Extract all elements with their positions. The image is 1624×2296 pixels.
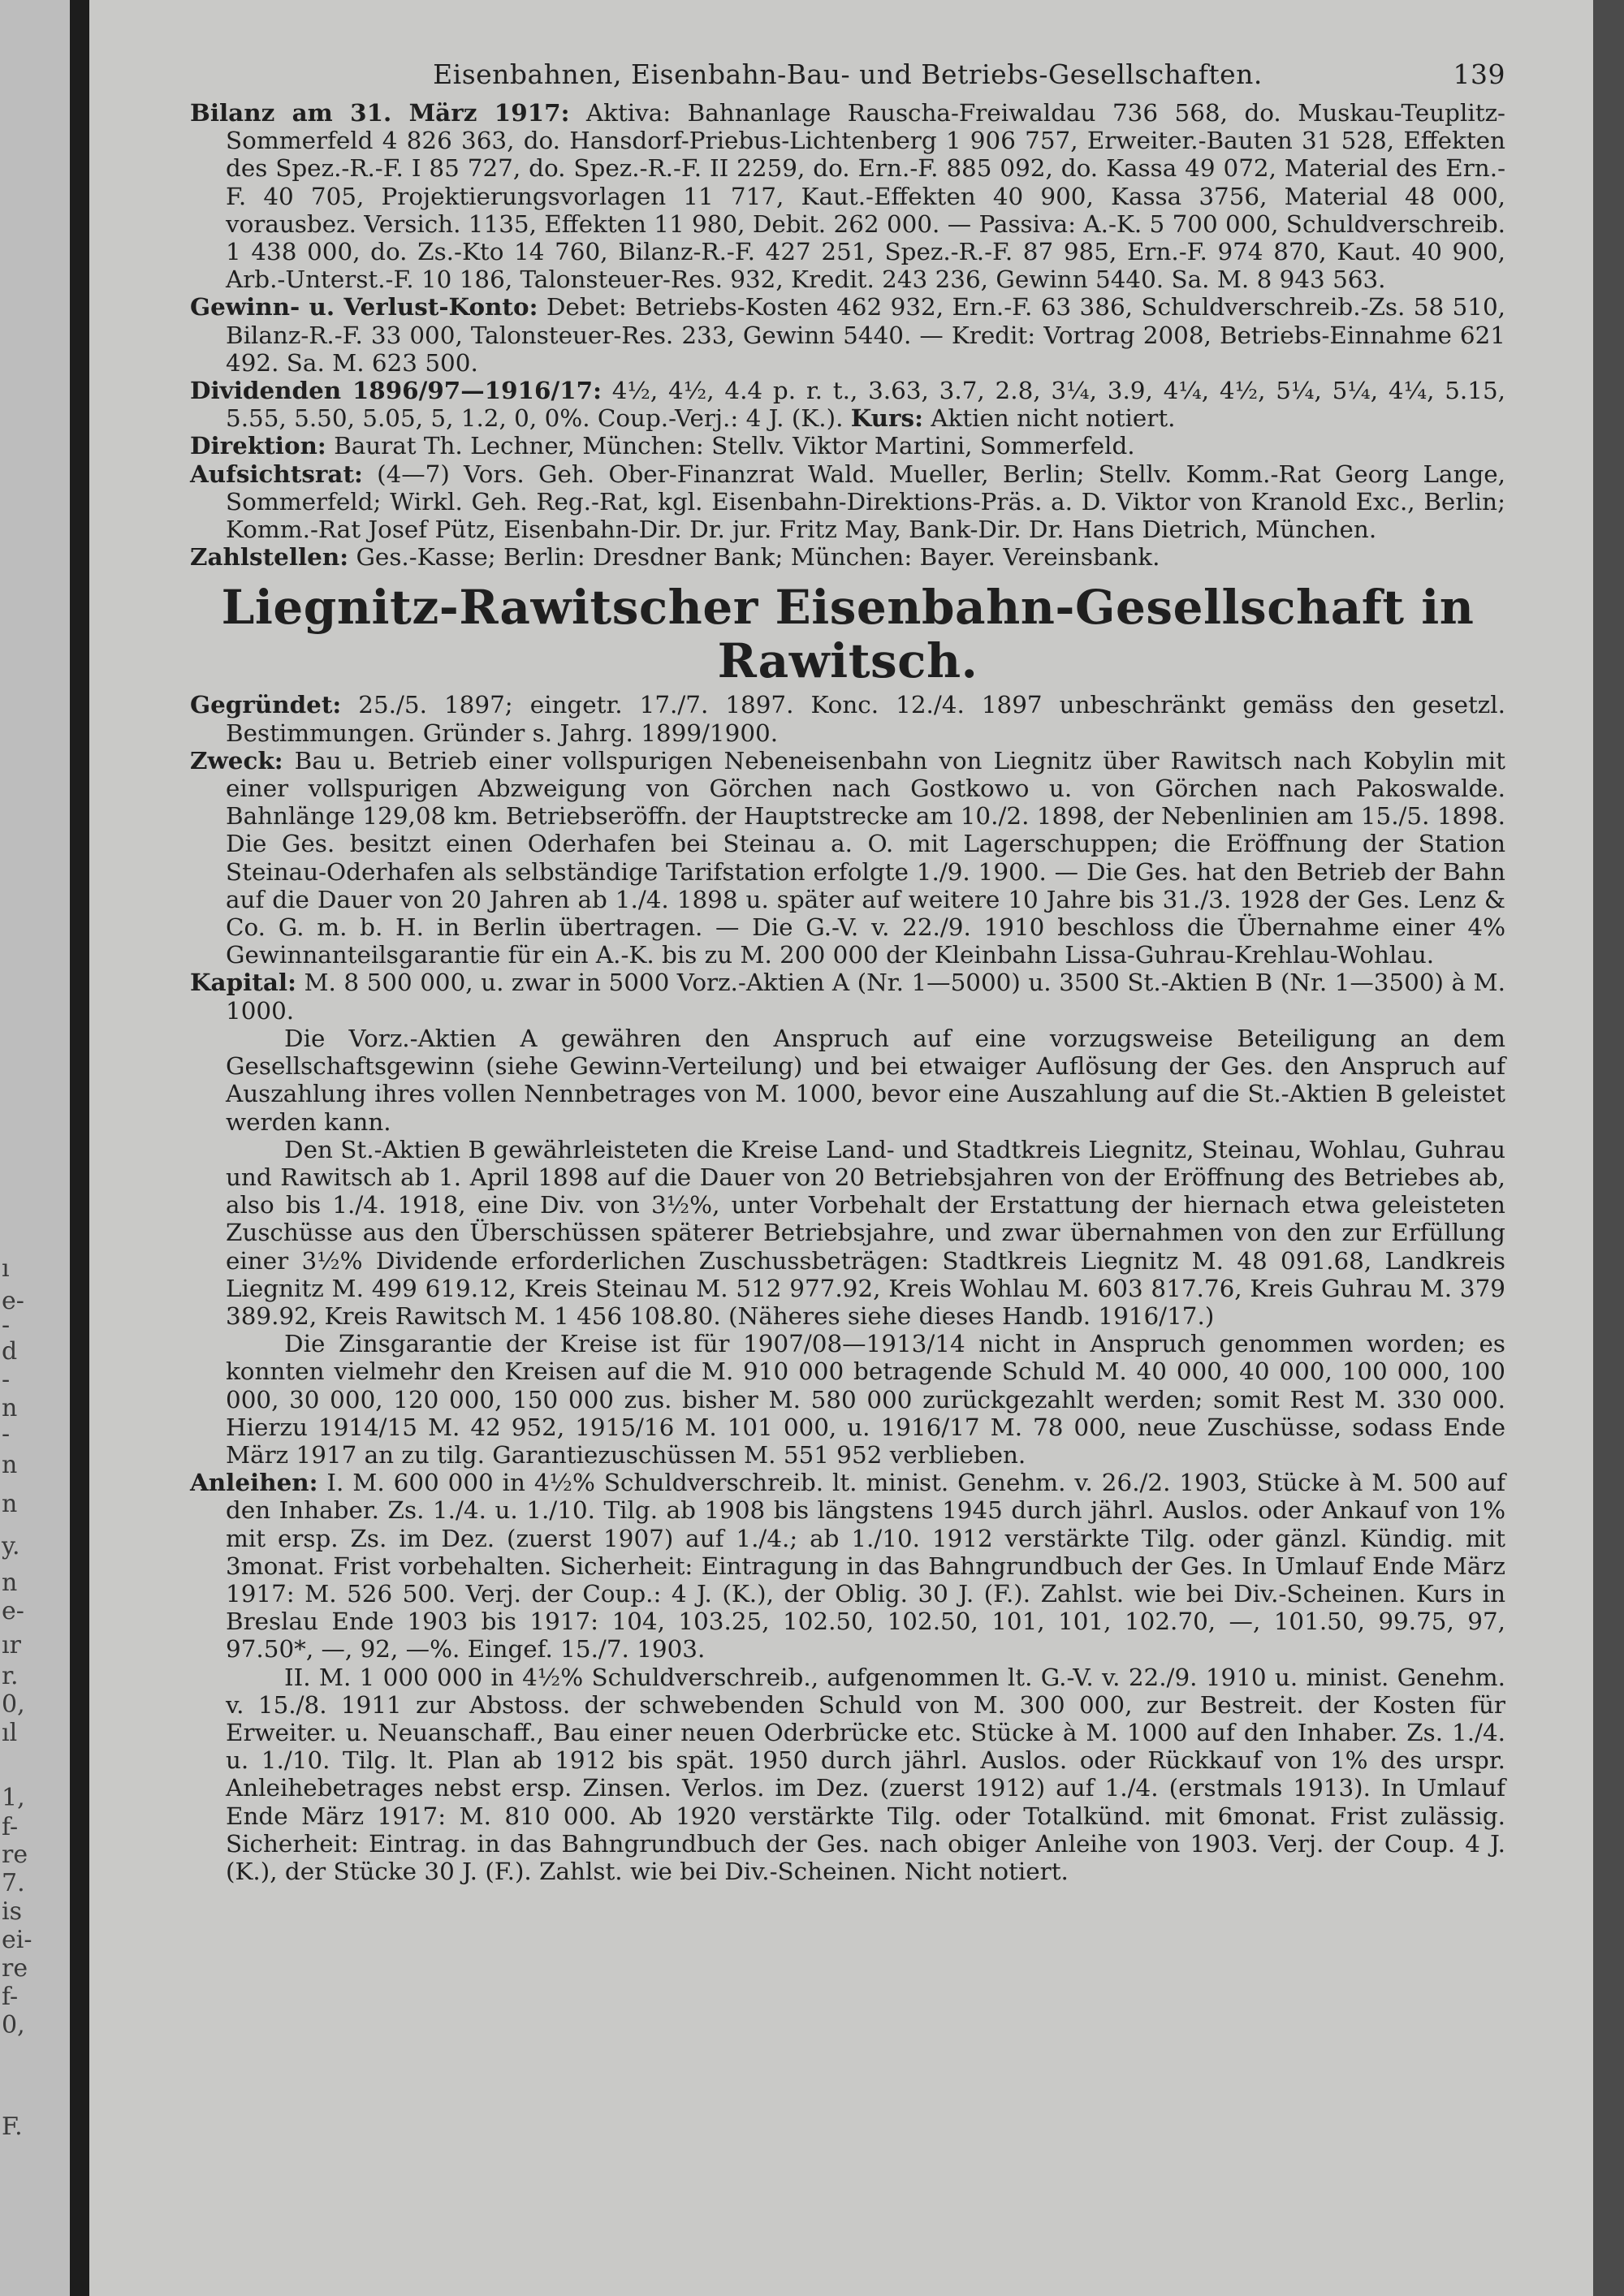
book-page <box>89 0 1593 2296</box>
margin-fragment: n <box>2 1569 18 1597</box>
direktion-paragraph <box>190 432 1505 460</box>
gewinn-text: Debet: Betriebs-Kosten 462 932, Ern.-F. 63 386, Schuldverschreib.-Zs. 58 510, Bilanz-R.-F. 33 000, Talonsteuer-Res. 233, Gewinn 5440. — Kredit: Vortrag 2008, Betriebs-Einnahme 621 492. Sa. M. 623 500. <box>226 293 1506 377</box>
margin-fragment: - <box>2 1311 11 1340</box>
margin-fragment: r. <box>2 1662 19 1690</box>
kapital-stamm-paragraph: Den St.-Aktien B gewährleisteten die Kreise Land- und Stadtkreis Liegnitz, Steinau, Wohlau, Guhrau und Rawitsch ab 1. April 1898 auf die Dauer von 20 Betriebsjahren von der Eröffnung des Betriebes ab, also bis 1./4. 1918, eine Div. von 3½%, unter Vorbehalt der Erstattung der hiernach etwa geleisteten Zuschüsse aus den Überschüssen späterer Betriebsjahre, und zwar übernahmen von den zur Erfüllung einer 3½% Dividende erforderlichen Zuschussbeträgen: Stadtkreis Liegnitz M. 48 091.68, Landkreis Liegnitz M. 499 619.12, Kreis Steinau M. 512 977.92, Kreis Wohlau M. 603 817.76, Kreis Guhrau M. 379 389.92, Kreis Rawitsch M. 1 456 108.80. (Näheres siehe dieses Handb. 1916/17.) <box>226 1135 1505 1330</box>
margin-fragment: re <box>2 1954 28 1983</box>
margin-fragment: ır <box>2 1631 21 1659</box>
kapital-vorz-paragraph: Die Vorz.-Aktien A gewähren den Anspruch auf eine vorzugsweise Beteiligung an dem Gesellschaftsgewinn (siehe Gewinn-Verteilung) und bei etwaiger Auflösung der Ges. den Anspruch auf Auszahlung ihres vollen Nennbetrages von M. 1000, bevor eine Auszahlung auf die St.-Aktien B geleistet werden kann. <box>226 1024 1505 1136</box>
kapital-label: Kapital: <box>190 968 296 997</box>
anleihen-ii-paragraph: II. M. 1 000 000 in 4½% Schuldverschreib., aufgenommen lt. G.-V. v. 22./9. 1910 u. minist. Genehm. v. 15./8. 1911 zur Abstoss. der schwebenden Schuld von M. 300 000, zur Bestreit. der Kosten für Erweiter. u. Neuanschaff., Bau einer neuen Oderbrücke etc. Stücke à M. 1000 auf den Inhaber. Zs. 1./4. u. 1./10. Tilg. lt. Plan ab 1912 bis spät. 1950 durch jährl. Auslos. oder Rückkauf von 1% des urspr. Anleihebetrages nebst ersp. Zinsen. Verlos. im Dez. (zuerst 1912) auf 1./4. (erstmals 1913). In Umlauf Ende März 1917: M. 810 000. Ab 1920 verstärkte Tilg. oder Totalkünd. mit 6monat. Frist zulässig. Sicherheit: Eintrag. in das Bahngrundbuch der Ges. nach obiger Anleihe von 1903. Verj. der Coup. 4 J. (K.), der Stücke 30 J. (F.). Zahlst. wie bei Div.-Scheinen. Nicht notiert. <box>226 1663 1505 1885</box>
gegruendet-paragraph <box>190 691 1505 746</box>
margin-fragment: 0, <box>2 1690 25 1719</box>
margin-fragment: - <box>2 1420 11 1448</box>
kurs-label: Kurs: <box>850 404 923 433</box>
anleihen-label: Anleihen: <box>190 1468 318 1497</box>
aufsichtsrat-paragraph <box>190 460 1505 544</box>
direktion-text: Baurat Th. Lechner, München: Stellv. Viktor Martini, Sommerfeld. <box>326 432 1135 460</box>
kurs-text: Aktien nicht notiert. <box>922 404 1176 433</box>
kapital-text: M. 8 500 000, u. zwar in 5000 Vorz.-Aktien A (Nr. 1—5000) u. 3500 St.-Aktien B (Nr. 1—3500) à M. 1000. <box>226 969 1505 1025</box>
aufsichtsrat-label: Aufsichtsrat: <box>190 459 363 488</box>
margin-fragment: n <box>2 1394 18 1422</box>
margin-fragment: e- <box>2 1597 24 1625</box>
page-edge-shadow <box>1593 0 1624 2296</box>
dividenden-paragraph <box>190 377 1505 432</box>
anleihen-text: I. M. 600 000 in 4½% Schuldverschreib. lt. minist. Genehm. v. 26./2. 1903, Stücke à M. 500 auf den Inhaber. Zs. 1./4. u. 1./10. Tilg. ab 1908 bis längstens 1945 durch jährl. Auslos. oder Ankauf von 1% mit ersp. Zs. im Dez. (zuerst 1907) auf 1./4.; ab 1./10. 1912 verstärkte Tilg. oder gänzl. Kündig. mit 3monat. Frist vorbehalten. Sicherheit: Eintragung in das Bahngrundbuch der Ges. In Umlauf Ende März 1917: M. 526 500. Verj. der Coup.: 4 J. (K.), der Oblig. 30 J. (F.). Zahlst. wie bei Div.-Scheinen. Kurs in Breslau Ende 1903 bis 1917: 104, 103.25, 102.50, 102.50, 101, 101, 102.70, —, 101.50, 99.75, 97, 97.50*, —, 92, —%. Eingef. 15./7. 1903. <box>226 1469 1505 1664</box>
adjacent-page-strip <box>0 0 70 2296</box>
running-head <box>190 58 1505 99</box>
book-gutter <box>70 0 89 2296</box>
zweck-paragraph <box>190 747 1505 969</box>
margin-fragment: e- <box>2 1287 24 1315</box>
anleihen-paragraph <box>190 1469 1505 1663</box>
margin-fragment: ei- <box>2 1926 32 1954</box>
margin-fragment: f- <box>2 1813 19 1841</box>
margin-fragment: 1, <box>2 1784 25 1812</box>
margin-fragment: 7. <box>2 1869 25 1897</box>
margin-fragment: re <box>2 1841 28 1869</box>
aufsichtsrat-text: (4—7) Vors. Geh. Ober-Finanzrat Wald. Mueller, Berlin; Stellv. Komm.-Rat Georg Lange, Sommerfeld; Wirkl. Geh. Reg.-Rat, kgl. Eisenbahn-Direktions-Präs. a. D. Viktor von Kranold Exc., Berlin; Komm.-Rat Josef Pütz, Eisenbahn-Dir. Dr. jur. Fritz May, Bank-Dir. Dr. Hans Dietrich, München. <box>226 460 1505 544</box>
margin-fragment: n <box>2 1490 18 1518</box>
previous-company-entry <box>190 99 1505 571</box>
kapital-paragraph <box>190 969 1505 1024</box>
direktion-label: Direktion: <box>190 431 326 460</box>
gewinn-paragraph <box>190 293 1505 377</box>
zweck-label: Zweck: <box>190 745 283 775</box>
page-number: 139 <box>1453 58 1505 90</box>
margin-fragment: - <box>2 1366 11 1394</box>
bilanz-label: Bilanz am 31. März 1917: <box>190 98 570 127</box>
company-entry <box>190 691 1505 1885</box>
margin-fragment: ı <box>2 1254 10 1283</box>
margin-fragment: F. <box>2 2113 23 2141</box>
zahlstellen-paragraph <box>190 543 1505 571</box>
margin-fragment: n <box>2 1451 18 1479</box>
bilanz-text: Aktiva: Bahnanlage Rauscha-Freiwaldau 736 568, do. Muskau-Teuplitz-Sommerfeld 4 826 363, do. Hansdorf-Priebus-Lichtenberg 1 906 757, Erweiter.-Bauten 31 528, Effekten des Spez.-R.-F. I 85 727, do. Spez.-R.-F. II 2259, do. Ern.-F. 885 092, do. Kassa 49 072, Material des Ern.-F. 40 705, Projektierungsvorlagen 11 717, Kaut.-Effekten 40 900, Kassa 3756, Material 48 000, vorausbez. Versich. 1135, Effekten 11 980, Debit. 262 000. — Passiva: A.-K. 5 700 000, Schuldverschreib. 1 438 000, do. Zs.-Kto 14 760, Bilanz-R.-F. 427 251, Spez.-R.-F. 87 985, Ern.-F. 974 870, Kaut. 40 900, Arb.-Unterst.-F. 10 186, Talonsteuer-Res. 932, Kredit. 243 236, Gewinn 5440. Sa. M. 8 943 563. <box>226 99 1505 294</box>
zahlstellen-label: Zahlstellen: <box>190 542 349 572</box>
margin-fragment: d <box>2 1337 18 1366</box>
dividenden-label: Dividenden 1896/97—1916/17: <box>190 376 602 405</box>
bilanz-paragraph <box>190 99 1505 293</box>
margin-fragment: y. <box>2 1532 20 1560</box>
margin-fragment: ıl <box>2 1719 18 1747</box>
zweck-text: Bau u. Betrieb einer vollspurigen Nebeneisenbahn von Liegnitz über Rawitsch nach Kobylin mit einer vollspurigen Abzweigung von Görchen nach Gostkowo u. von Görchen nach Pakoswalde. Bahnlänge 129,08 km. Betriebseröffn. der Hauptstrecke am 10./2. 1898, der Nebenlinien am 15./5. 1898. Die Ges. besitzt einen Oderhafen bei Steinau a. O. mit Lagerschuppen; die Eröffnung der Station Steinau-Oderhafen als selbständige Tarifstation erfolgte 1./9. 1900. — Die Ges. hat den Betrieb der Bahn auf die Dauer von 20 Jahren ab 1./4. 1898 u. später auf weitere 10 Jahre bis 31./3. 1928 der Ges. Lenz & Co. G. m. b. H. in Berlin übertragen. — Die G.-V. v. 22./9. 1910 beschloss die Übernahme einer 4% Gewinnanteilsgarantie für ein A.-K. bis zu M. 200 000 der Kleinbahn Lissa-Guhrau-Krehlau-Wohlau. <box>226 746 1505 969</box>
dividenden-text: 4½, 4½, 4.4 p. r. t., 3.63, 3.7, 2.8, 3¼, 3.9, 4¼, 4½, 5¼, 5¼, 4¼, 5.15, 5.55, 5.50, 5.05, 5, 1.2, 0, 0%. Coup.-Verj.: 4 J. (K.). <box>226 377 1505 433</box>
page-content <box>190 58 1505 1885</box>
gegruendet-label: Gegründet: <box>190 690 342 719</box>
company-title: Liegnitz-Rawitscher Eisenbahn-Gesellschaft in Rawitsch. <box>221 580 1475 689</box>
margin-fragment: f- <box>2 1983 19 2011</box>
margin-fragment: 0, <box>2 2011 25 2039</box>
margin-fragment: is <box>2 1897 22 1926</box>
gegruendet-text: 25./5. 1897; eingetr. 17./7. 1897. Konc. 12./4. 1897 unbeschränkt gemäss den gesetzl. Bestimmungen. Gründer s. Jahrg. 1899/1900. <box>226 691 1505 747</box>
gewinn-label: Gewinn- u. Verlust-Konto: <box>190 292 538 322</box>
running-head-title: Eisenbahnen, Eisenbahn-Bau- und Betriebs-Gesellschaften. <box>433 58 1263 90</box>
zahlstellen-text: Ges.-Kasse; Berlin: Dresdner Bank; München: Bayer. Vereinsbank. <box>348 543 1160 572</box>
kapital-garantie-paragraph: Die Zinsgarantie der Kreise ist für 1907/08—1913/14 nicht in Anspruch genommen worden; es konnten vielmehr den Kreisen auf die M. 910 000 betragende Schuld M. 40 000, 40 000, 100 000, 100 000, 30 000, 120 000, 150 000 zus. bisher M. 580 000 zurückgezahlt werden; somit Rest M. 330 000. Hierzu 1914/15 M. 42 952, 1915/16 M. 101 000, u. 1916/17 M. 78 000, neue Zuschüsse, sodass Ende März 1917 an zu tilg. Garantiezuschüssen M. 551 952 verblieben. <box>226 1330 1505 1469</box>
